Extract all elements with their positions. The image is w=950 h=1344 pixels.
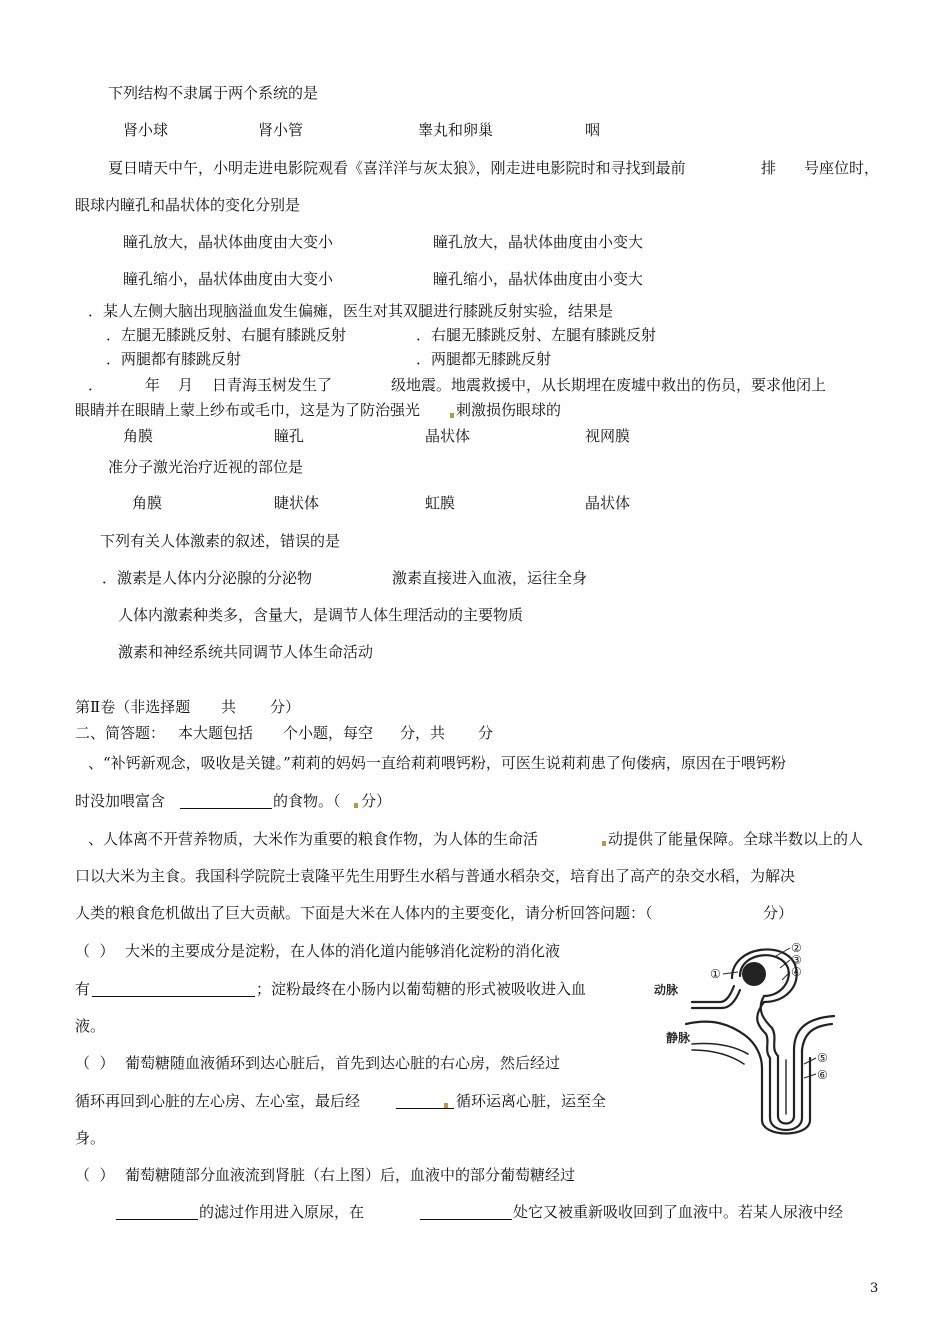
part2-title-total: 共 bbox=[221, 698, 237, 716]
q-reflex-option-a: ．左腿无膝跳反射、右腿有膝跳反射 bbox=[106, 326, 347, 344]
section-heading-per: 个小题，每空 bbox=[283, 724, 374, 742]
q-eye-stem-line2: 眼球内瞳孔和晶状体的变化分别是 bbox=[75, 196, 301, 214]
q-laser-option-a: 角膜 bbox=[132, 494, 163, 512]
scan-speck bbox=[444, 1103, 448, 1108]
q-laser-option-c: 虹膜 bbox=[425, 494, 456, 512]
q-rice-line1b: 动提供了能量保障。全球半数以上的人 bbox=[608, 830, 864, 848]
scan-speck bbox=[602, 841, 606, 846]
q-hormone-stem: 下列有关人体激素的叙述，错误的是 bbox=[100, 532, 341, 550]
q-structure-stem: 下列结构不隶属于两个系统的是 bbox=[108, 84, 319, 102]
q-hormone-option-a: ．激素是人体内分泌腺的分泌物 bbox=[102, 569, 313, 587]
q-eye-stem-line1: 夏日晴天中午，小明走进电影院观看《喜洋洋与灰太狼》，刚走进电影院时和寻找到最前 bbox=[108, 159, 686, 177]
q-calcium-line2b: 的食物。（ bbox=[273, 792, 341, 810]
q-rice-sub2-line2b: 循环运离心脏，运至全 bbox=[456, 1092, 607, 1110]
q-quake-option-d: 视网膜 bbox=[585, 427, 631, 445]
q-calcium-line1: 、“补钙新观念，吸收是关键。”莉莉的妈妈一直给莉莉喂钙粉，可医生说莉莉患了佝偻病，原因在于喂钙粉 bbox=[88, 754, 786, 772]
q-rice-sub1-number: （ ） bbox=[75, 942, 115, 960]
marker-1: ① bbox=[710, 967, 721, 981]
q-rice-line2: 口以大米为主食。我国科学院院士袁隆平先生用野生水稻与普通水稻杂交，培育出了高产的杂交水稻，为解决 bbox=[75, 867, 796, 885]
answer-blank[interactable] bbox=[116, 1203, 198, 1220]
q-rice-sub2-text: 葡萄糖随血液循环到达心脏后，首先到达心脏的右心房，然后经过 bbox=[125, 1054, 561, 1072]
marker-6: ⑥ bbox=[817, 1068, 828, 1082]
part2-title-end: 分） bbox=[270, 698, 301, 716]
q-calcium-line2a: 时没加喂富含 bbox=[75, 792, 166, 810]
q-rice-sub1-line2a: 有 bbox=[75, 980, 91, 998]
q-eye-stem-seat: 号座位时， bbox=[804, 159, 880, 177]
q-rice-sub3-line2b: 处它又被重新吸收回到了血液中。若某人尿液中经 bbox=[513, 1203, 844, 1221]
q-quake-month: 月 bbox=[178, 376, 194, 394]
q-structure-option-c: 睾丸和卵巢 bbox=[418, 121, 494, 139]
q-quake-dot: ． bbox=[88, 376, 104, 394]
q-quake-option-b: 瞳孔 bbox=[274, 427, 305, 445]
q-rice-sub2-line2a: 循环再回到心脏的左心房、左心室，最后经 bbox=[75, 1092, 361, 1110]
q-rice-sub3-line2a: 的滤过作用进入原尿，在 bbox=[199, 1203, 365, 1221]
marker-3: ③ bbox=[791, 953, 802, 967]
q-laser-stem: 准分子激光治疗近视的部位是 bbox=[108, 458, 304, 476]
q-eye-option-d: 瞳孔缩小，晶状体曲度由小变大 bbox=[433, 270, 644, 288]
vein-label: 静脉 bbox=[666, 1031, 691, 1045]
q-quake-option-a: 角膜 bbox=[123, 427, 154, 445]
answer-blank[interactable] bbox=[180, 792, 272, 809]
marker-2: ② bbox=[791, 941, 802, 955]
section-heading-end: 分 bbox=[478, 724, 494, 742]
q-laser-option-b: 睫状体 bbox=[274, 494, 320, 512]
q-hormone-option-d: 激素和神经系统共同调节人体生命活动 bbox=[118, 643, 374, 661]
section-heading: 二、简答题： bbox=[75, 724, 166, 742]
scan-speck bbox=[450, 413, 454, 418]
q-rice-sub2-line3: 身。 bbox=[75, 1129, 106, 1147]
marker-4: ④ bbox=[791, 965, 802, 979]
marker-5: ⑤ bbox=[817, 1051, 828, 1065]
q-reflex-stem: ．某人左侧大脑出现脑溢血发生偏瘫，医生对其双腿进行膝跳反射实验，结果是 bbox=[88, 302, 614, 320]
scan-speck bbox=[354, 803, 358, 808]
q-rice-sub2-number: （ ） bbox=[75, 1054, 115, 1072]
q-eye-option-b: 瞳孔放大，晶状体曲度由小变大 bbox=[433, 233, 644, 251]
q-quake-year: 年 bbox=[145, 376, 161, 394]
q-eye-option-a: 瞳孔放大，晶状体曲度由大变小 bbox=[123, 233, 334, 251]
q-quake-option-c: 晶状体 bbox=[425, 427, 471, 445]
page-number: 3 bbox=[870, 1281, 879, 1296]
q-quake-level-text: 级地震。地震救援中，从长期埋在废墟中救出的伤员，要求他闭上 bbox=[391, 376, 827, 394]
q-eye-option-c: 瞳孔缩小，晶状体曲度由大变小 bbox=[123, 270, 334, 288]
q-hormone-option-b: 激素直接进入血液，运往全身 bbox=[392, 569, 588, 587]
q-structure-option-d: 咽 bbox=[585, 121, 601, 139]
q-structure-option-b: 肾小管 bbox=[258, 121, 304, 139]
q-rice-sub1-text: 大米的主要成分是淀粉，在人体的消化道内能够消化淀粉的消化液 bbox=[125, 942, 561, 960]
q-hormone-option-c: 人体内激素种类多，含量大，是调节人体生理活动的主要物质 bbox=[118, 606, 524, 624]
artery-label: 动脉 bbox=[654, 983, 679, 997]
nephron-diagram bbox=[652, 938, 842, 1143]
q-rice-line3-end: 分） bbox=[763, 904, 794, 922]
answer-blank[interactable] bbox=[92, 980, 255, 997]
q-rice-sub1-line3: 液。 bbox=[75, 1017, 106, 1035]
q-rice-sub1-line2b: ；淀粉最终在小肠内以葡萄糖的形式被吸收进入血 bbox=[256, 980, 587, 998]
q-reflex-option-b: ．右腿无膝跳反射、左腿有膝跳反射 bbox=[416, 326, 657, 344]
q-reflex-option-c: ．两腿都有膝跳反射 bbox=[106, 350, 242, 368]
q-calcium-line2c: 分） bbox=[361, 792, 392, 810]
q-rice-sub3-number: （ ） bbox=[75, 1166, 115, 1184]
q-laser-option-d: 晶状体 bbox=[585, 494, 631, 512]
section-heading-total: 分，共 bbox=[400, 724, 446, 742]
q-quake-line2a: 眼睛并在眼睛上蒙上纱布或毛巾，这是为了防治强光 bbox=[75, 401, 421, 419]
q-quake-day-text: 日青海玉树发生了 bbox=[212, 376, 333, 394]
q-rice-sub3-text: 葡萄糖随部分血液流到肾脏（右上图）后，血液中的部分葡萄糖经过 bbox=[125, 1166, 576, 1184]
q-quake-line2b: 刺激损伤眼球的 bbox=[456, 401, 562, 419]
q-eye-stem-pai: 排 bbox=[761, 159, 777, 177]
part2-title: 第Ⅱ卷（非选择题 bbox=[75, 698, 191, 716]
section-heading-count: 本大题包括 bbox=[178, 724, 254, 742]
q-rice-line3: 人类的粮食危机做出了巨大贡献。下面是大米在人体内的主要变化，请分析回答问题：（ bbox=[75, 904, 653, 922]
answer-blank[interactable] bbox=[420, 1203, 512, 1220]
q-rice-line1a: 、人体离不开营养物质，大米作为重要的粮食作物，为人体的生命活 bbox=[88, 830, 539, 848]
q-reflex-option-d: ．两腿都无膝跳反射 bbox=[416, 350, 552, 368]
q-structure-option-a: 肾小球 bbox=[123, 121, 169, 139]
